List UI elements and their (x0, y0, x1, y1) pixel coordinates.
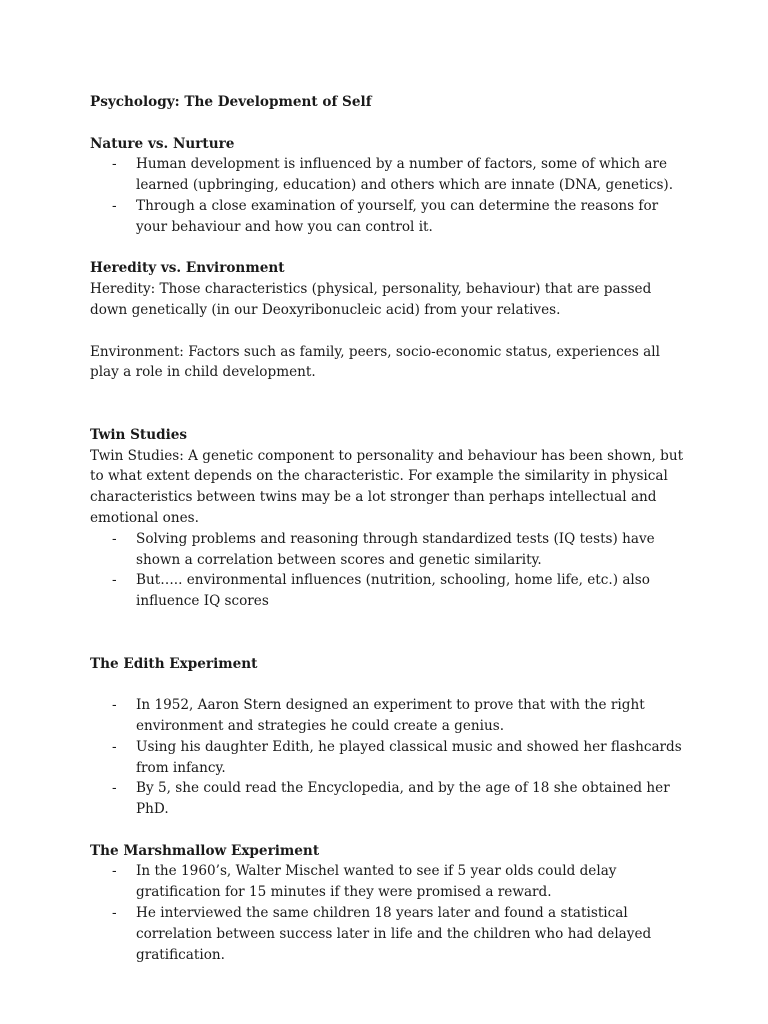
spacer (90, 321, 690, 342)
list-item (90, 529, 690, 571)
dash-bullet: - (112, 863, 117, 880)
dash-bullet: - (112, 780, 117, 797)
section-heading-edith-experiment: The Edith Experiment (90, 655, 258, 672)
section-heading-twin-studies: Twin Studies (90, 426, 188, 443)
list-item (90, 737, 690, 779)
spacer (90, 238, 690, 259)
dash-bullet: - (112, 905, 117, 922)
bullet-list-marshmallow-experiment (90, 861, 690, 965)
section-heading-heredity-environment: Heredity vs. Environment (90, 260, 285, 277)
list-item (90, 778, 690, 820)
dash-bullet: - (112, 572, 117, 589)
dash-bullet: - (112, 738, 117, 755)
spacer (90, 820, 690, 841)
list-item (90, 570, 690, 612)
spacer (90, 674, 690, 695)
list-item (90, 695, 690, 737)
list-item (90, 154, 690, 196)
bullet-list-nature-nurture (90, 154, 690, 237)
document-title: Psychology: The Development of Self (90, 94, 372, 110)
dash-bullet: - (112, 197, 117, 214)
dash-bullet: - (112, 530, 117, 547)
bullet-list-twin-studies (90, 529, 690, 612)
dash-bullet: - (112, 697, 117, 714)
section-heading-nature-nurture: Nature vs. Nurture (90, 135, 235, 152)
list-item (90, 861, 690, 903)
section-heading-marshmallow-experiment: The Marshmallow Experiment (90, 842, 320, 859)
list-item-text: Using his daughter Edith, he played classical music and showed her flashcards from infancy. (136, 738, 682, 776)
paragraph-twin-studies: Twin Studies: A genetic component to personality and behaviour has been shown, but to what extent depends on the characteristic. For example the similarity in physical characteristics between twins may be a lot stronger than perhaps intellectual and emotional ones. (90, 447, 684, 526)
list-item (90, 903, 690, 965)
list-item-text: He interviewed the same children 18 years later and found a statistical correlation between success later in life and the children who had delayed gratification. (136, 905, 652, 963)
list-item-text: Through a close examination of yourself, you can determine the reasons for your behaviour and how you can control it. (136, 197, 659, 235)
list-item-text: In the 1960’s, Walter Mischel wanted to see if 5 year olds could delay gratification for 15 minutes if they were promised a reward. (136, 863, 617, 901)
dash-bullet: - (112, 156, 117, 173)
list-item-text: By 5, she could read the Encyclopedia, and by the age of 18 she obtained her PhD. (136, 780, 670, 818)
spacer (90, 612, 690, 654)
bullet-list-edith-experiment (90, 695, 690, 820)
list-item-text: But….. environmental influences (nutrition, schooling, home life, etc.) also influence IQ scores (136, 572, 650, 610)
paragraph-heredity: Heredity: Those characteristics (physical, personality, behaviour) that are passed down genetically (in our Deoxyribonucleic acid) from your relatives. (90, 281, 652, 318)
list-item-text: In 1952, Aaron Stern designed an experiment to prove that with the right environment and strategies he could create a genius. (136, 697, 645, 734)
paragraph-environment: Environment: Factors such as family, peers, socio-economic status, experiences all play a role in child development. (90, 343, 660, 381)
list-item-text: Human development is influenced by a number of factors, some of which are learned (upbringing, education) and others which are innate (DNA, genetics). (136, 156, 674, 194)
list-item-text: Solving problems and reasoning through standardized tests (IQ tests) have shown a correlation between scores and genetic similarity. (136, 530, 655, 568)
spacer (90, 383, 690, 425)
list-item (90, 196, 690, 238)
document-page (90, 92, 690, 965)
spacer (90, 113, 690, 134)
